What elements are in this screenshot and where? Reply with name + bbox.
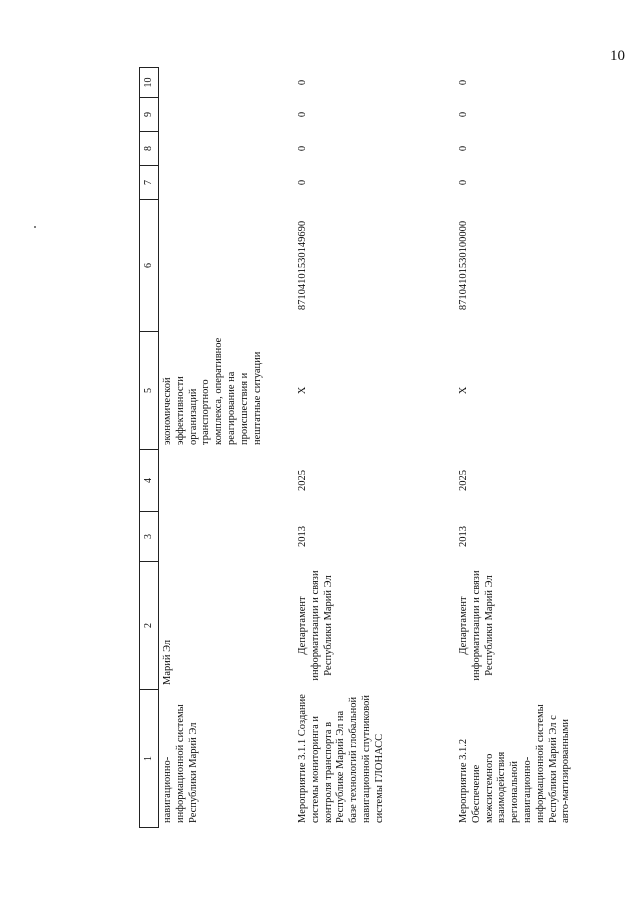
col-header-1: 1 <box>140 690 159 828</box>
start-year-cell: 2013 <box>458 526 469 547</box>
value-cell-9: 0 <box>297 111 308 118</box>
value-cell-7: 0 <box>458 179 469 186</box>
page-number: 10 <box>610 48 625 64</box>
col-header-4: 4 <box>140 450 159 512</box>
result-cell: Х <box>297 386 308 395</box>
value-cell-7 <box>159 166 295 200</box>
value-cell-8: 0 <box>458 145 469 152</box>
value-cell-9: 0 <box>458 111 469 118</box>
value-cell-10 <box>159 68 295 98</box>
executor-cell: Департамент информатизации и связи Республики Марий Эл <box>458 570 495 681</box>
code-cell: 87104101530149690 <box>297 220 308 311</box>
end-year-cell: 2025 <box>458 470 469 491</box>
col-header-9: 9 <box>140 98 159 132</box>
start-year-cell: 2013 <box>297 526 308 547</box>
activity-name-cell: Мероприятие 3.1.2 Обеспечение межсистемного взаимодействия региональной навигационно-информационной системы Республики Марий Эл с авто-матизированными <box>458 704 572 823</box>
value-cell-7: 0 <box>297 179 308 186</box>
program-activities-table <box>139 67 608 828</box>
col-header-8: 8 <box>140 132 159 166</box>
code-cell: 87104101530100000 <box>458 220 469 311</box>
value-cell-8: 0 <box>297 145 308 152</box>
start-year-cell <box>159 512 295 562</box>
activity-name-cell: навигационно-информационной системы Республики Марий Эл <box>162 704 199 823</box>
executor-cell: Марий Эл <box>162 639 173 685</box>
col-header-10: 10 <box>140 68 159 98</box>
code-cell <box>159 200 295 332</box>
scan-speck <box>34 226 36 228</box>
table-row <box>455 68 608 828</box>
col-header-7: 7 <box>140 166 159 200</box>
value-cell-10: 0 <box>297 79 308 86</box>
result-cell: Х <box>458 386 469 395</box>
result-cell: экономической эффективности организаций транспортного комплекса, оперативное реагирование на происшествия и нештатные ситуации <box>162 337 263 445</box>
value-cell-8 <box>159 132 295 166</box>
col-header-2: 2 <box>140 562 159 690</box>
value-cell-9 <box>159 98 295 132</box>
activity-name-cell: Мероприятие 3.1.1 Создание системы мониторинга и контроля транспорта в Республике Марий Эл на базе технологий глобальной навигационной спутниковой системы ГЛОНАСС <box>297 694 385 823</box>
col-header-5: 5 <box>140 332 159 450</box>
end-year-cell <box>159 450 295 512</box>
col-header-3: 3 <box>140 512 159 562</box>
table-row <box>294 68 455 828</box>
column-number-header-row <box>140 68 159 828</box>
executor-cell: Департамент информатизации и связи Республики Марий Эл <box>297 570 334 681</box>
rotated-table-container <box>139 68 639 828</box>
col-header-6: 6 <box>140 200 159 332</box>
table-row <box>159 68 295 828</box>
value-cell-10: 0 <box>458 79 469 86</box>
end-year-cell: 2025 <box>297 470 308 491</box>
